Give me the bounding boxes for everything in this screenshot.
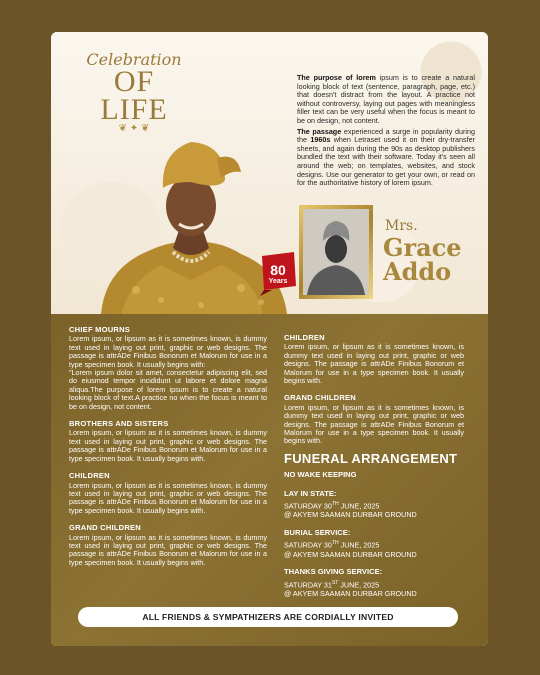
section-heading: CHILDREN	[284, 333, 325, 342]
details-section	[51, 314, 488, 646]
event-date: SATURDAY 30TH JUNE, 2025	[284, 540, 380, 550]
intro-p2-text: experienced a surge in popularity during the	[297, 126, 475, 145]
event-place: @ AKYEM SAAMAN DURBAR GROUND	[284, 589, 417, 599]
intro-p1-bold: The purpose of lorem	[297, 73, 376, 82]
section-heading: GRAND CHILDREN	[284, 393, 356, 403]
intro-p2-text2: when Letraset used it on their dry-transfer sheets, and again during the 90s as desktop publishers bundled the text with their software. Today it's seen all around the web; on templates, websites, and stock designs. Use our generator to get your own, or read on for the authoritative history of lorem ipsum.	[297, 135, 475, 188]
age-label: Years	[268, 278, 288, 285]
event-date: SATURDAY 31ST JUNE, 2025	[284, 579, 380, 590]
event-title: THANKS GIVING SERVICE:	[284, 567, 383, 577]
event-date: SATURDAY 30TH JUNE, 2025	[284, 501, 380, 511]
funeral-arrangement	[284, 450, 464, 599]
section-body: Lorem ipsum, or lipsum as it is sometimes known, is dummy text used in laying out print, graphic or web designs. The passage is attrADe Finibus Bonorum et Malorum for use in a type specimen book. It usually begins with.	[69, 480, 267, 515]
left-column	[69, 326, 267, 576]
poster-card	[51, 32, 488, 646]
funeral-title: FUNERAL ARRANGEMENT	[284, 450, 458, 466]
section-children-right	[284, 334, 464, 385]
last-name: Addo	[383, 257, 452, 286]
section-grandchildren-right	[284, 394, 464, 445]
section-chief-mourns	[69, 326, 267, 411]
name-title: Mrs.	[385, 218, 418, 234]
section-heading: CHIEF MOURNS	[69, 325, 131, 334]
section-body: Lorem ipsum, or lipsum as it is sometimes known, is dummy text used in laying out print, graphic or web designs. The passage is attrADe Finibus Bonorum et Malorum for use in a type specimen book. It usually begins with.	[69, 428, 267, 463]
event-thanksgiving	[284, 568, 464, 598]
intro-p2-bold: The passage	[297, 126, 342, 136]
deceased-name	[383, 233, 462, 286]
photo-frame	[299, 205, 373, 299]
intro-p2-bold2: 1960s	[310, 135, 331, 145]
section-heading: CHILDREN	[69, 471, 110, 481]
section-body: Lorem ipsum, or lipsum as it is sometimes known, is dummy text used in laying out print, graphic or web designs. The passage is attrADe Finibus Bonorum et Malorum for use in a type specimen book. It usually begins with.	[69, 532, 267, 567]
section-brothers-sisters	[69, 420, 267, 463]
right-column	[284, 334, 464, 608]
invitation-banner: ALL FRIENDS & SYMPATHIZERS ARE CORDIALLY INVITED	[78, 607, 458, 627]
first-name: Grace	[383, 233, 462, 262]
logo-line1: Celebration	[86, 50, 182, 69]
event-place: @ AKYEM SAAMAN DURBAR GROUND	[284, 510, 417, 520]
intro-text	[297, 74, 475, 190]
intro-p1-text: ipsum is to create a natural looking block of text (sentence, paragraph, page, etc.) that doesn't distract from the layout. A practice not without controversy, laying out pages with meaningless filler text can be very useful when the focus is meant to be on design, not content.	[297, 73, 475, 125]
section-body: Lorem ipsum, or lipsum as it is sometimes known, is dummy text used in laying out print, graphic or web designs. The passage is attrADe Finibus Bonorum et Malorum for use in a type specimen book. It usually begins with:	[69, 334, 267, 369]
section-body-extra: "Lorem ipsum dolor sit amet, consectetur adipiscing elit, sed do eiusmod tempor incididunt ut labore et dolore magna aliqua.The purpose of lorem ipsum is to create a natural looking block of text.A practice no when the focus is meant to be on design, not content.	[69, 368, 267, 411]
event-title: BURIAL SERVICE:	[284, 528, 351, 538]
framed-photo	[303, 209, 369, 295]
section-heading: BROTHERS AND SISTERS	[69, 419, 169, 429]
flourish-ornament: ❦ ✦ ❦	[118, 123, 150, 134]
no-wake-note: NO WAKE KEEPING	[284, 470, 357, 480]
top-section	[51, 32, 488, 314]
logo-line2: OF LIFE	[100, 65, 168, 126]
event-title: LAY IN STATE:	[284, 488, 337, 498]
section-grandchildren-left	[69, 524, 267, 567]
framed-portrait	[303, 209, 369, 295]
section-body: Lorem ipsum, or lipsum as it is sometimes known, is dummy text used in laying out print, graphic or web designs. The passage is attrADe Finibus Bonorum et Malorum for use in a type specimen book. It usually begins with.	[284, 402, 464, 446]
event-place: @ AKYEM SAAMAN DURBAR GROUND	[284, 549, 417, 559]
celebration-logo	[79, 52, 189, 134]
event-burial	[284, 529, 464, 559]
section-heading: GRAND CHILDREN	[69, 523, 141, 533]
event-lay-in-state	[284, 490, 464, 520]
section-body: Lorem ipsum, or lipsum as it is sometimes known, is dummy text used in laying out print, graphic or web designs. The passage is attrADe Finibus Bonorum et Malorum for use in a type specimen book. It usually begins with.	[284, 342, 464, 386]
section-children-left	[69, 472, 267, 515]
age-number: 80	[270, 262, 286, 278]
age-badge	[258, 250, 298, 296]
